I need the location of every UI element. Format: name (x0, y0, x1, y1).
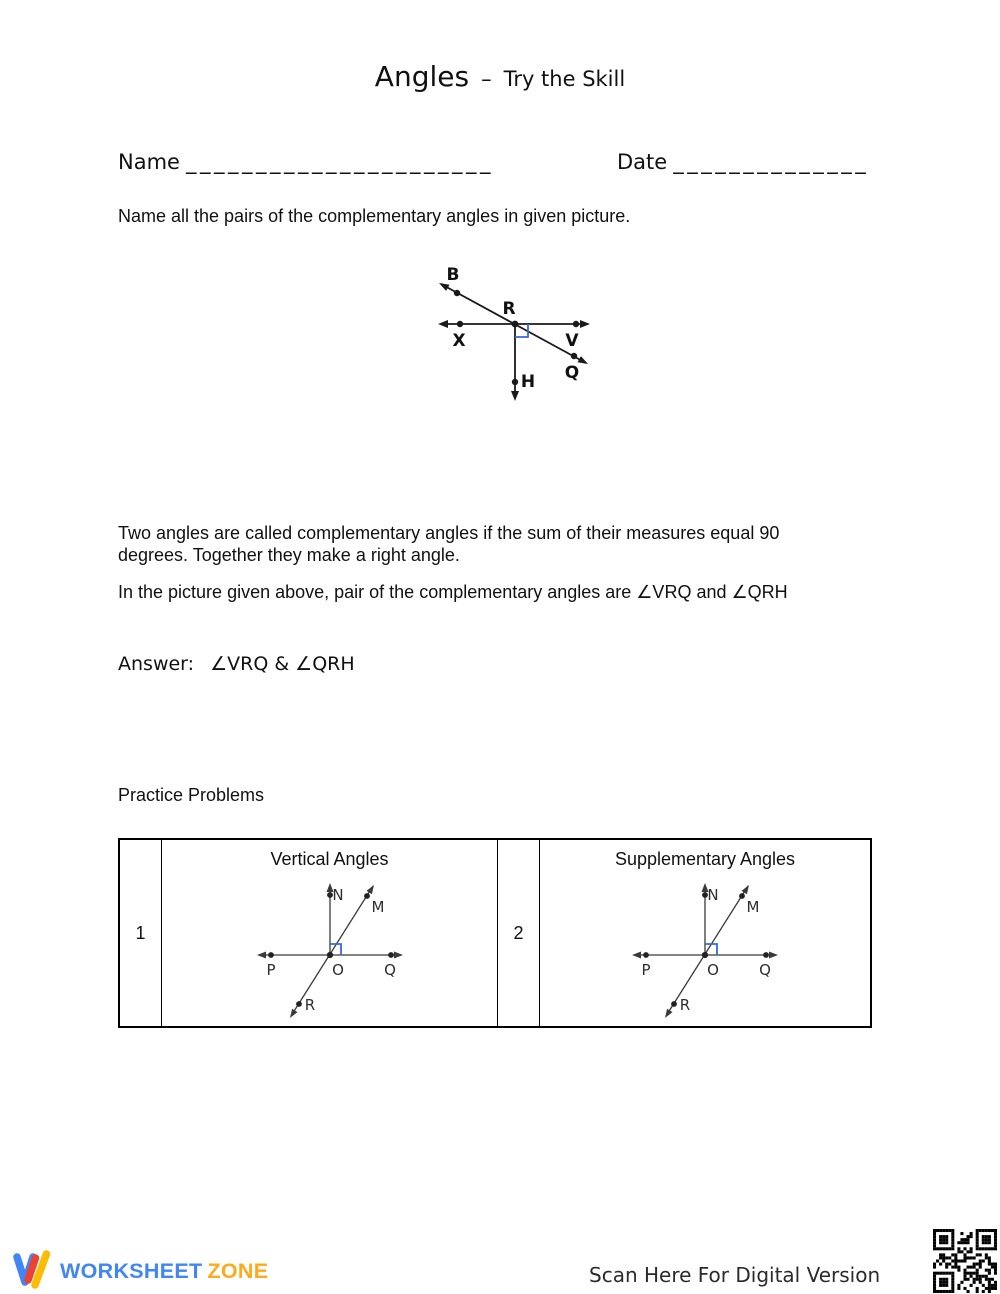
label-N: N (707, 886, 719, 904)
point-V (573, 321, 579, 327)
line-RM (291, 886, 373, 1016)
label-Q: Q (383, 961, 396, 979)
scan-here-text: Scan Here For Digital Version (589, 1263, 881, 1287)
point-R (296, 1001, 302, 1007)
label-N: N (331, 886, 344, 904)
brand-words (60, 1259, 268, 1284)
point-P (643, 952, 649, 958)
problem-2-number: 2 (497, 840, 539, 1026)
title-subtitle: Try the Skill (503, 67, 626, 91)
qr-code (933, 1229, 997, 1293)
brand-word-worksheet: WORKSHEET (60, 1258, 203, 1283)
point-M (364, 893, 370, 899)
practice-table (118, 838, 872, 1028)
point-H (512, 379, 518, 385)
point-R (671, 1001, 677, 1007)
instruction-text: Name all the pairs of the complementary angles in given picture. (118, 206, 631, 226)
date-blank-line: ______________ (673, 150, 870, 174)
label-P: P (265, 961, 276, 979)
brand-word-zone: ZONE (207, 1258, 269, 1283)
name-date-row (0, 150, 1000, 180)
answer-line (118, 653, 355, 675)
explanation-line-1: Two angles are called complementary angles if the sum of their measures equal 90 (118, 523, 780, 543)
problem-2-title: Supplementary Angles (614, 849, 796, 869)
line-RM (666, 886, 748, 1016)
arrow-left-icon (257, 952, 266, 959)
arrow-right-icon (769, 952, 778, 959)
explanation-line-2: degrees. Together they make a right angle. (118, 545, 460, 565)
name-field (118, 150, 494, 174)
arrow-down-icon (511, 391, 519, 401)
label-O: O (331, 961, 344, 979)
label-X: X (452, 331, 466, 351)
date-field (617, 150, 869, 174)
page-title (0, 60, 1000, 93)
answer-label: Answer: (118, 653, 195, 675)
label-M: M (746, 898, 760, 916)
problem-1-cell (161, 840, 497, 1026)
label-H: H (520, 372, 536, 392)
point-O (326, 952, 332, 958)
problem-2-cell (539, 840, 870, 1026)
arrow-upright-icon (742, 885, 750, 894)
point-Q (763, 952, 769, 958)
arrow-downleft-icon (665, 1009, 673, 1018)
name-blank-line: ______________________ (185, 150, 494, 174)
arrow-right-icon (394, 952, 403, 959)
arrow-left-icon (438, 320, 448, 328)
label-P: P (641, 961, 651, 979)
point-Q (388, 952, 394, 958)
title-main: Angles (374, 60, 470, 93)
worksheetzone-logo (12, 1248, 268, 1294)
point-P (268, 952, 274, 958)
worksheetzone-logo-icon (12, 1249, 56, 1293)
vertical-angles-figure (255, 878, 405, 1023)
label-R: R (304, 996, 315, 1014)
practice-heading: Practice Problems (118, 785, 265, 805)
label-R: R (679, 996, 691, 1014)
qr-code-image (933, 1229, 997, 1293)
arrow-left-icon (632, 952, 641, 959)
point-X (457, 321, 463, 327)
point-R (512, 321, 519, 328)
arrow-downleft-icon (290, 1009, 298, 1018)
name-label: Name (118, 150, 180, 174)
label-Q: Q (564, 363, 580, 383)
arrow-upright-icon (366, 885, 374, 894)
label-R: R (502, 299, 516, 319)
problem-1-number: 1 (135, 922, 146, 943)
point-M (739, 893, 745, 899)
explanation-example: In the picture given above, pair of the complementary angles are ∠VRQ and ∠QRH (118, 582, 788, 602)
answer-value: ∠VRQ & ∠QRH (210, 653, 355, 675)
point-Q (571, 353, 577, 359)
label-B: B (446, 265, 460, 285)
date-label: Date (617, 150, 668, 174)
label-V: V (565, 331, 579, 351)
point-B (454, 290, 460, 296)
supplementary-angles-figure (630, 878, 780, 1023)
arrow-right-icon (580, 320, 590, 328)
label-O: O (707, 961, 719, 979)
main-angle-figure (428, 260, 608, 410)
explanation-paragraph (118, 522, 928, 566)
title-separator: – (481, 67, 492, 91)
point-O (702, 952, 708, 958)
label-Q: Q (759, 961, 771, 979)
label-M: M (371, 898, 384, 916)
problem-1-title: Vertical Angles (270, 849, 389, 869)
